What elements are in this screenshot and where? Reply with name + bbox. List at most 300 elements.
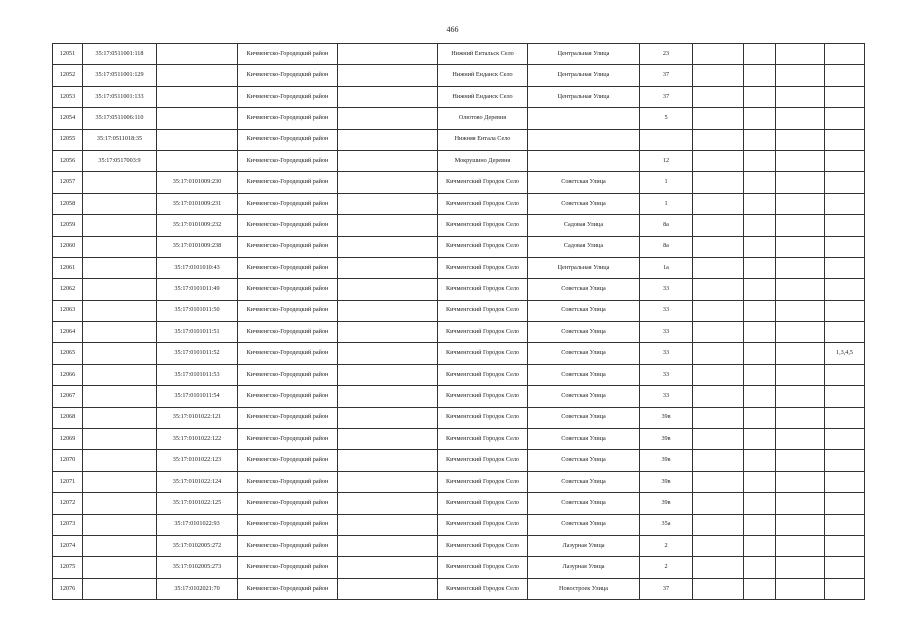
cadastral-number-cell [83,300,157,321]
street-cell: Советская Улица [528,471,640,492]
house-number-cell: 39в [640,450,693,471]
house-number-cell: 37 [640,65,693,86]
empty-cell [776,471,825,492]
row-number-cell: 12061 [53,257,83,278]
apartments-cell [825,236,865,257]
street-cell [528,108,640,129]
row-number-cell: 12073 [53,514,83,535]
empty-cell [693,129,744,150]
empty-cell [776,322,825,343]
locality-cell: Олютово Деревня [438,108,528,129]
empty-cell [338,535,438,556]
empty-cell [338,108,438,129]
apartments-cell [825,557,865,578]
street-cell: Советская Улица [528,300,640,321]
empty-cell [776,150,825,171]
cadastral-number-alt-cell: 35:17:0102021:70 [157,578,238,599]
cadastral-number-cell [83,535,157,556]
table-row [53,471,865,492]
empty-cell [744,471,776,492]
empty-cell [744,86,776,107]
house-number-cell: 37 [640,86,693,107]
empty-cell [744,429,776,450]
empty-cell [776,236,825,257]
cadastral-number-alt-cell: 35:17:0101009:231 [157,193,238,214]
empty-cell [338,215,438,236]
table-row [53,86,865,107]
street-cell: Советская Улица [528,386,640,407]
street-cell: Садовая Улица [528,236,640,257]
empty-cell [776,535,825,556]
table-row [53,129,865,150]
empty-cell [776,257,825,278]
empty-cell [693,386,744,407]
empty-cell [776,386,825,407]
cadastral-number-alt-cell: 35:17:0101022:124 [157,471,238,492]
house-number-cell: 33 [640,364,693,385]
table-row [53,172,865,193]
empty-cell [338,343,438,364]
empty-cell [744,150,776,171]
locality-cell: Кичменгский Городок Село [438,471,528,492]
apartments-cell [825,150,865,171]
empty-cell [744,514,776,535]
house-number-cell: 12 [640,150,693,171]
apartments-cell [825,578,865,599]
table-row [53,322,865,343]
empty-cell [338,514,438,535]
district-cell: Кичменгско-Городецкий район [238,300,338,321]
apartments-cell [825,364,865,385]
apartments-cell [825,172,865,193]
district-cell: Кичменгско-Городецкий район [238,429,338,450]
empty-cell [338,279,438,300]
house-number-cell: 37 [640,578,693,599]
empty-cell [776,557,825,578]
row-number-cell: 12058 [53,193,83,214]
house-number-cell: 39в [640,471,693,492]
empty-cell [744,236,776,257]
cadastral-number-alt-cell: 35:17:0101011:52 [157,343,238,364]
page-number: 466 [446,25,459,34]
empty-cell [776,215,825,236]
empty-cell [744,535,776,556]
table-row [53,450,865,471]
cadastral-number-alt-cell [157,150,238,171]
row-number-cell: 12054 [53,108,83,129]
cadastral-number-alt-cell [157,65,238,86]
row-number-cell: 12064 [53,322,83,343]
table-row [53,300,865,321]
locality-cell: Кичменгский Городок Село [438,450,528,471]
empty-cell [338,386,438,407]
locality-cell: Кичменгский Городок Село [438,279,528,300]
street-cell: Центральная Улица [528,44,640,65]
empty-cell [744,578,776,599]
table-row [53,557,865,578]
apartments-cell: 1,3,4,5 [825,343,865,364]
street-cell: Новостроек Улица [528,578,640,599]
district-cell: Кичменгско-Городецкий район [238,471,338,492]
cadastral-number-alt-cell [157,108,238,129]
empty-cell [693,471,744,492]
house-number-cell: 35а [640,514,693,535]
empty-cell [744,129,776,150]
empty-cell [744,322,776,343]
locality-cell: Кичменгский Городок Село [438,236,528,257]
cadastral-number-alt-cell: 35:17:0102005:273 [157,557,238,578]
empty-cell [693,86,744,107]
cadastral-number-cell [83,257,157,278]
empty-cell [776,279,825,300]
empty-cell [338,471,438,492]
row-number-cell: 12057 [53,172,83,193]
district-cell: Кичменгско-Городецкий район [238,193,338,214]
house-number-cell: 8а [640,236,693,257]
apartments-cell [825,429,865,450]
empty-cell [744,257,776,278]
house-number-cell: 23 [640,44,693,65]
row-number-cell: 12055 [53,129,83,150]
empty-cell [338,236,438,257]
house-number-cell: 33 [640,279,693,300]
locality-cell: Кичменгский Городок Село [438,193,528,214]
cadastral-number-alt-cell: 35:17:0101009:232 [157,215,238,236]
house-number-cell: 33 [640,386,693,407]
empty-cell [693,429,744,450]
house-number-cell: 39в [640,493,693,514]
cadastral-number-cell [83,471,157,492]
apartments-cell [825,514,865,535]
street-cell: Советская Улица [528,364,640,385]
empty-cell [693,44,744,65]
table-row [53,150,865,171]
empty-cell [744,300,776,321]
empty-cell [776,343,825,364]
empty-cell [338,322,438,343]
empty-cell [776,300,825,321]
table-row [53,407,865,428]
cadastral-number-cell [83,364,157,385]
district-cell: Кичменгско-Городецкий район [238,450,338,471]
table-row [53,279,865,300]
house-number-cell: 2 [640,557,693,578]
cadastral-number-alt-cell: 35:17:0101022:122 [157,429,238,450]
apartments-cell [825,108,865,129]
row-number-cell: 12072 [53,493,83,514]
street-cell: Советская Улица [528,493,640,514]
empty-cell [693,279,744,300]
district-cell: Кичменгско-Городецкий район [238,150,338,171]
locality-cell: Кичменгский Городок Село [438,557,528,578]
locality-cell: Нижний Енданск Село [438,65,528,86]
empty-cell [693,557,744,578]
cadastral-number-cell [83,578,157,599]
apartments-cell [825,257,865,278]
empty-cell [338,364,438,385]
row-number-cell: 12065 [53,343,83,364]
empty-cell [338,150,438,171]
empty-cell [744,407,776,428]
empty-cell [338,429,438,450]
empty-cell [693,150,744,171]
table-row [53,236,865,257]
house-number-cell [640,129,693,150]
empty-cell [776,429,825,450]
street-cell [528,129,640,150]
cadastral-number-alt-cell: 35:17:0101022:93 [157,514,238,535]
district-cell: Кичменгско-Городецкий район [238,129,338,150]
cadastral-number-cell: 35:17:0511001:133 [83,86,157,107]
street-cell: Центральная Улица [528,65,640,86]
empty-cell [693,535,744,556]
apartments-cell [825,322,865,343]
district-cell: Кичменгско-Городецкий район [238,343,338,364]
street-cell: Советская Улица [528,279,640,300]
cadastral-number-cell [83,407,157,428]
empty-cell [338,300,438,321]
table-row [53,578,865,599]
empty-cell [744,65,776,86]
locality-cell: Кичменгский Городок Село [438,535,528,556]
row-number-cell: 12059 [53,215,83,236]
empty-cell [693,407,744,428]
cadastral-number-alt-cell: 35:17:0101011:49 [157,279,238,300]
cadastral-number-cell: 35:17:0511001:118 [83,44,157,65]
locality-cell: Мокрушино Деревня [438,150,528,171]
empty-cell [693,364,744,385]
street-cell: Садовая Улица [528,215,640,236]
locality-cell: Кичменгский Городок Село [438,407,528,428]
locality-cell: Кичменгский Городок Село [438,172,528,193]
locality-cell: Нижний Енданск Село [438,86,528,107]
empty-cell [693,322,744,343]
empty-cell [776,108,825,129]
empty-cell [776,407,825,428]
empty-cell [744,343,776,364]
empty-cell [744,215,776,236]
locality-cell: Кичменгский Городок Село [438,215,528,236]
street-cell: Советская Улица [528,343,640,364]
street-cell: Советская Улица [528,172,640,193]
empty-cell [776,172,825,193]
apartments-cell [825,535,865,556]
cadastral-number-cell [83,493,157,514]
registry-table [52,43,865,600]
district-cell: Кичменгско-Городецкий район [238,44,338,65]
street-cell: Советская Улица [528,429,640,450]
street-cell: Центральная Улица [528,257,640,278]
street-cell [528,150,640,171]
locality-cell: Кичменгский Городок Село [438,429,528,450]
cadastral-number-cell [83,557,157,578]
row-number-cell: 12062 [53,279,83,300]
empty-cell [744,493,776,514]
district-cell: Кичменгско-Городецкий район [238,322,338,343]
empty-cell [744,44,776,65]
empty-cell [338,193,438,214]
empty-cell [338,257,438,278]
house-number-cell: 1 [640,193,693,214]
district-cell: Кичменгско-Городецкий район [238,578,338,599]
empty-cell [744,108,776,129]
cadastral-number-cell [83,343,157,364]
empty-cell [744,364,776,385]
apartments-cell [825,193,865,214]
row-number-cell: 12068 [53,407,83,428]
locality-cell: Кичменгский Городок Село [438,493,528,514]
street-cell: Лазурная Улица [528,535,640,556]
apartments-cell [825,279,865,300]
row-number-cell: 12053 [53,86,83,107]
empty-cell [776,514,825,535]
table-row [53,429,865,450]
row-number-cell: 12074 [53,535,83,556]
district-cell: Кичменгско-Городецкий район [238,257,338,278]
district-cell: Кичменгско-Городецкий район [238,386,338,407]
empty-cell [776,129,825,150]
locality-cell: Кичменгский Городок Село [438,300,528,321]
table-row [53,364,865,385]
empty-cell [776,364,825,385]
house-number-cell: 39в [640,429,693,450]
empty-cell [693,514,744,535]
house-number-cell: 33 [640,343,693,364]
empty-cell [776,65,825,86]
empty-cell [693,300,744,321]
cadastral-number-cell [83,236,157,257]
empty-cell [338,578,438,599]
empty-cell [693,493,744,514]
street-cell: Центральная Улица [528,86,640,107]
house-number-cell: 5 [640,108,693,129]
empty-cell [693,65,744,86]
district-cell: Кичменгско-Городецкий район [238,279,338,300]
cadastral-number-alt-cell [157,129,238,150]
empty-cell [744,557,776,578]
house-number-cell: 1 [640,172,693,193]
table-row [53,386,865,407]
cadastral-number-cell [83,514,157,535]
row-number-cell: 12070 [53,450,83,471]
apartments-cell [825,386,865,407]
table-row [53,193,865,214]
row-number-cell: 12069 [53,429,83,450]
street-cell: Советская Улица [528,514,640,535]
table-row [53,44,865,65]
locality-cell: Кичменгский Городок Село [438,343,528,364]
empty-cell [693,578,744,599]
locality-cell: Кичменгский Городок Село [438,386,528,407]
cadastral-number-alt-cell: 35:17:0101011:54 [157,386,238,407]
house-number-cell: 33 [640,322,693,343]
house-number-cell: 1а [640,257,693,278]
district-cell: Кичменгско-Городецкий район [238,108,338,129]
cadastral-number-cell: 35:17:0511001:129 [83,65,157,86]
empty-cell [776,578,825,599]
empty-cell [338,86,438,107]
empty-cell [338,450,438,471]
table-row [53,108,865,129]
locality-cell: Кичменгский Городок Село [438,578,528,599]
locality-cell: Нижняя Ентала Село [438,129,528,150]
locality-cell: Нижний Ентальск Село [438,44,528,65]
cadastral-number-alt-cell: 35:17:0101011:50 [157,300,238,321]
house-number-cell: 8а [640,215,693,236]
empty-cell [338,172,438,193]
cadastral-number-alt-cell: 35:17:0101009:230 [157,172,238,193]
empty-cell [693,236,744,257]
empty-cell [693,257,744,278]
cadastral-number-cell: 35:17:0511018:35 [83,129,157,150]
district-cell: Кичменгско-Городецкий район [238,364,338,385]
empty-cell [744,279,776,300]
street-cell: Советская Улица [528,322,640,343]
empty-cell [776,450,825,471]
district-cell: Кичменгско-Городецкий район [238,215,338,236]
cadastral-number-alt-cell: 35:17:0102005:272 [157,535,238,556]
cadastral-number-alt-cell [157,44,238,65]
apartments-cell [825,493,865,514]
apartments-cell [825,450,865,471]
apartments-cell [825,86,865,107]
apartments-cell [825,215,865,236]
locality-cell: Кичменгский Городок Село [438,257,528,278]
empty-cell [338,557,438,578]
apartments-cell [825,65,865,86]
locality-cell: Кичменгский Городок Село [438,514,528,535]
row-number-cell: 12067 [53,386,83,407]
locality-cell: Кичменгский Городок Село [438,364,528,385]
empty-cell [776,86,825,107]
empty-cell [693,193,744,214]
empty-cell [744,450,776,471]
row-number-cell: 12060 [53,236,83,257]
table-row [53,257,865,278]
row-number-cell: 12051 [53,44,83,65]
cadastral-number-alt-cell: 35:17:0101022:123 [157,450,238,471]
house-number-cell: 33 [640,300,693,321]
district-cell: Кичменгско-Городецкий район [238,86,338,107]
empty-cell [693,215,744,236]
empty-cell [693,343,744,364]
district-cell: Кичменгско-Городецкий район [238,407,338,428]
row-number-cell: 12076 [53,578,83,599]
cadastral-number-cell [83,215,157,236]
apartments-cell [825,407,865,428]
empty-cell [744,386,776,407]
cadastral-number-cell [83,386,157,407]
empty-cell [338,493,438,514]
cadastral-number-cell [83,322,157,343]
district-cell: Кичменгско-Городецкий район [238,514,338,535]
cadastral-number-alt-cell [157,86,238,107]
row-number-cell: 12075 [53,557,83,578]
district-cell: Кичменгско-Городецкий район [238,65,338,86]
table-row [53,65,865,86]
cadastral-number-alt-cell: 35:17:0101011:53 [157,364,238,385]
street-cell: Советская Улица [528,450,640,471]
apartments-cell [825,129,865,150]
house-number-cell: 2 [640,535,693,556]
street-cell: Советская Улица [528,193,640,214]
district-cell: Кичменгско-Городецкий район [238,172,338,193]
cadastral-number-alt-cell: 35:17:0101010:43 [157,257,238,278]
cadastral-number-alt-cell: 35:17:0101022:125 [157,493,238,514]
apartments-cell [825,300,865,321]
table-row [53,514,865,535]
cadastral-number-cell [83,172,157,193]
